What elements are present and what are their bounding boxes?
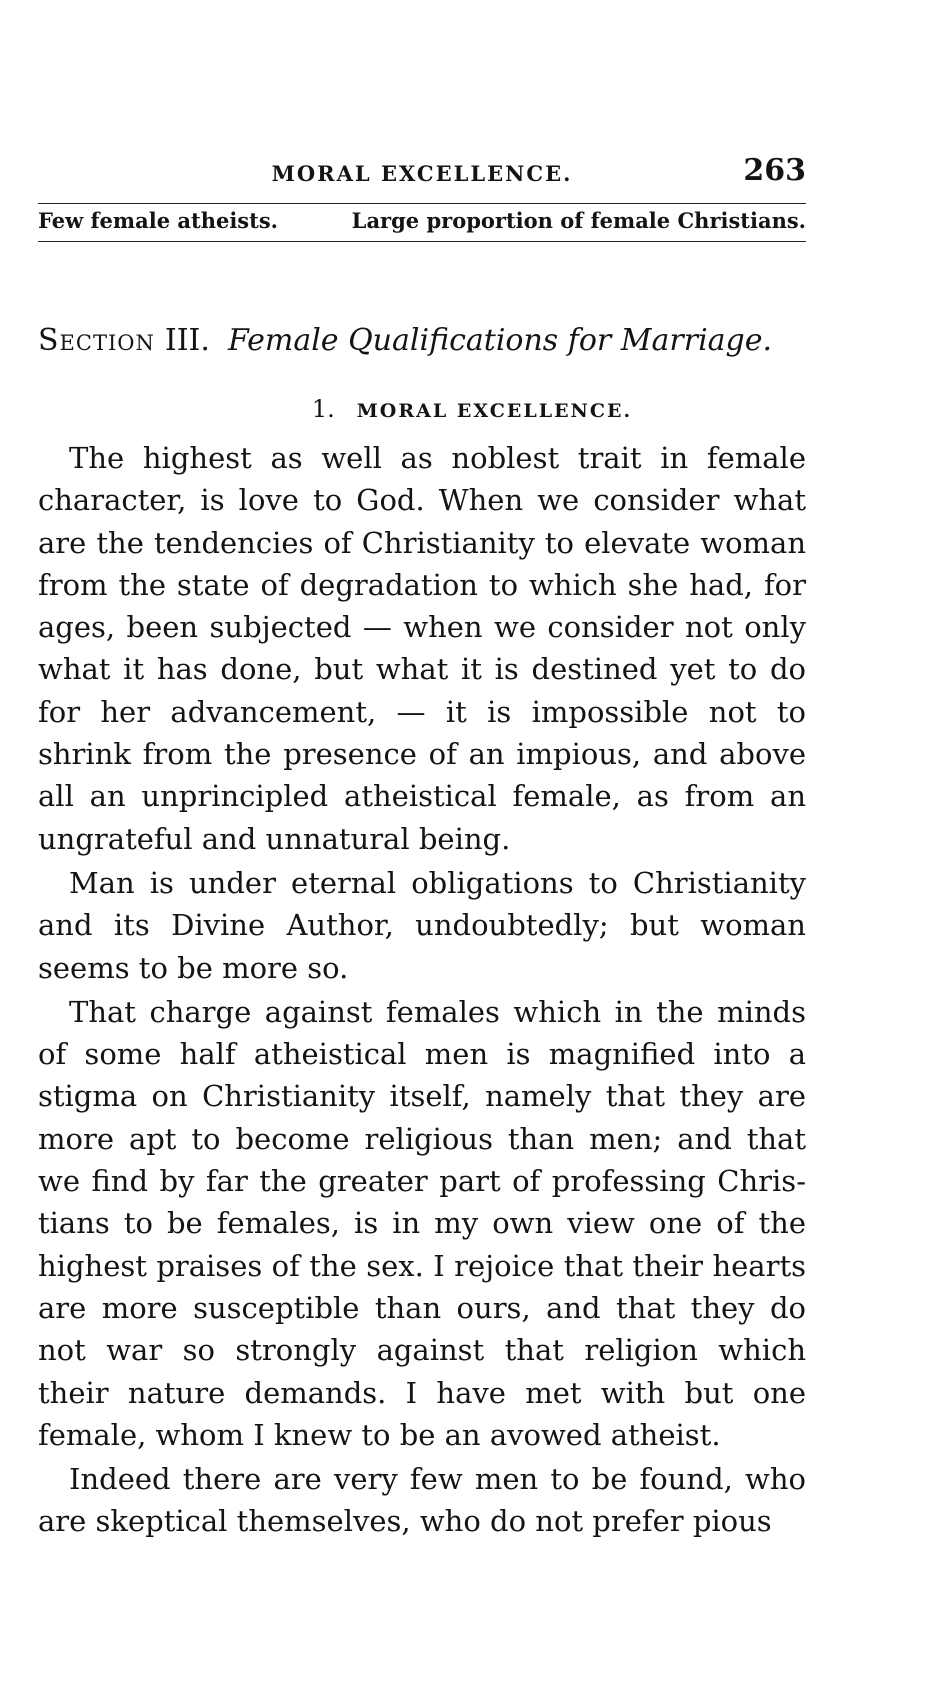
section-title: Female Qualifications for Marriage. — [227, 323, 773, 358]
side-note-left: Few female atheists. — [38, 208, 278, 233]
section-heading — [38, 323, 806, 358]
subsection-title: MORAL EXCELLENCE. — [356, 400, 633, 422]
paragraph: That charge against females which in the minds of some half atheistical men is magnified into a stigma on Christianity itself, namely that they are more apt to become religious than men; and that we find by far the greater part of professing Christians to be females, is in my own view one of the highest praises of the sex. I rejoice that their hearts are more susceptible than ours, and that they do not war so strongly against that religion which their nature demands. I have met with but one female, whom I knew to be an avowed atheist. — [38, 994, 806, 1452]
subsection-heading — [0, 395, 944, 423]
side-note-right: Large proportion of female Christians. — [351, 208, 806, 233]
paragraph: The highest as well as noblest trait in female character, is love to God. When we consider what are the tendencies of Christianity to elevate woman from the state of degradation to which she had, for ages, been subjected — when we consider not only what it has done, but what it is destined yet to do for her advancement, — it is impossible not to shrink from the presence of an impious, and above all an unprincipled atheistical female, as from an ungrateful and unnatural being. — [38, 441, 806, 856]
body-text — [38, 437, 806, 1545]
running-head — [38, 153, 806, 193]
header-rule-bottom — [38, 241, 806, 242]
section-label: Section — [38, 323, 155, 358]
section-number: III. — [164, 323, 210, 358]
paragraph: Indeed there are very few men to be found, who are skeptical themselves, who do not prefer pious — [38, 1462, 806, 1539]
page-number: 263 — [743, 153, 806, 188]
subsection-number: 1. — [311, 395, 335, 423]
running-head-title: MORAL EXCELLENCE. — [271, 161, 573, 186]
header-rule-top — [38, 203, 806, 204]
paragraph: Man is under eternal obligations to Christianity and its Divine Author, undoubtedly; but woman seems to be more so. — [38, 865, 806, 985]
